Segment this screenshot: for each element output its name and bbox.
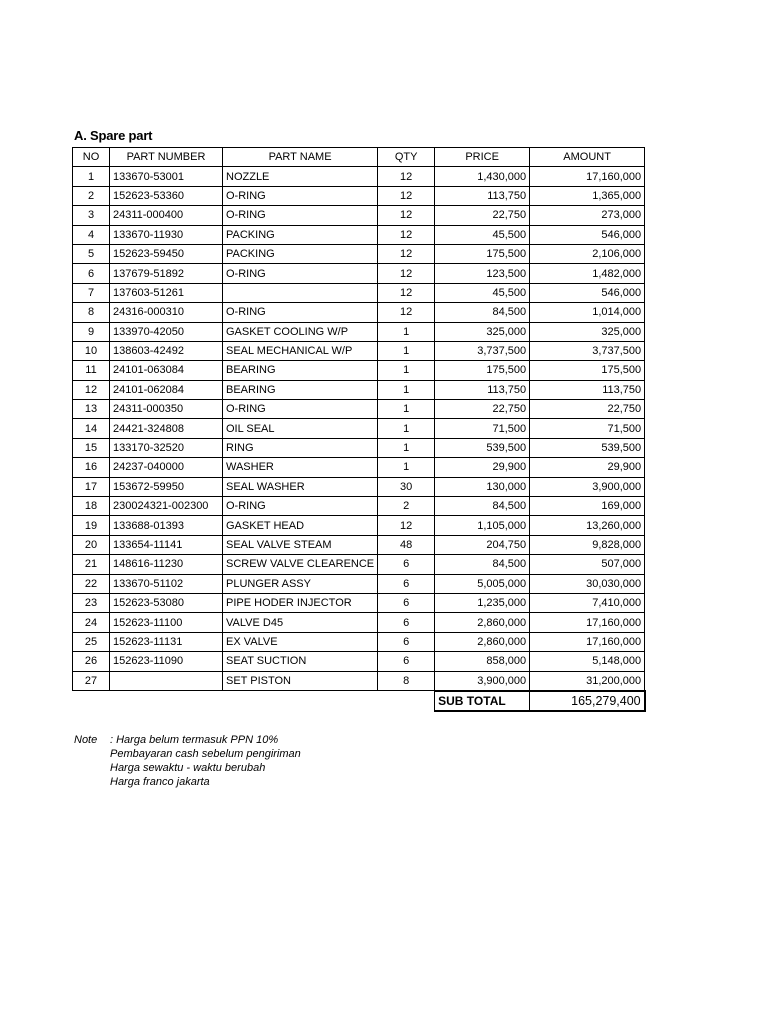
cell-part-name: O-RING [223,497,378,516]
cell-amount: 3,900,000 [530,477,645,496]
cell-part-name: O-RING [223,303,378,322]
table-row [73,477,645,496]
notes-block [74,733,301,788]
cell-part-number: 133670-11930 [110,225,223,244]
cell-no: 10 [73,341,110,360]
cell-no: 26 [73,652,110,671]
cell-price: 22,750 [435,400,530,419]
cell-price: 2,860,000 [435,632,530,651]
cell-qty: 12 [378,244,435,263]
cell-price: 45,500 [435,283,530,302]
cell-price: 2,860,000 [435,613,530,632]
subtotal-value: 165,279,400 [530,691,645,711]
cell-part-name: SCREW VALVE CLEARENCE [223,555,378,574]
note-line-2: Pembayaran cash sebelum pengiriman [110,748,301,760]
table-row [73,322,645,341]
table-row [73,497,645,516]
cell-qty: 6 [378,652,435,671]
cell-amount: 9,828,000 [530,535,645,554]
cell-qty: 12 [378,264,435,283]
cell-part-name: PLUNGER ASSY [223,574,378,593]
cell-part-name: O-RING [223,400,378,419]
table-row [73,516,645,535]
table-row [73,167,645,186]
cell-part-number: 152623-53080 [110,593,223,612]
cell-no: 17 [73,477,110,496]
cell-qty: 1 [378,341,435,360]
table-row [73,206,645,225]
cell-amount: 22,750 [530,400,645,419]
cell-part-number: 133970-42050 [110,322,223,341]
cell-no: 20 [73,535,110,554]
cell-no: 7 [73,283,110,302]
subtotal-label: SUB TOTAL [435,691,530,711]
note-line-1: : Harga belum termasuk PPN 10% [110,734,279,746]
cell-amount: 539,500 [530,438,645,457]
column-header-no: NO [73,148,110,167]
cell-part-name: RING [223,438,378,457]
cell-part-name: PIPE HODER INJECTOR [223,593,378,612]
cell-part-name: GASKET COOLING W/P [223,322,378,341]
cell-qty: 1 [378,400,435,419]
cell-qty: 6 [378,632,435,651]
cell-part-number: 24237-040000 [110,458,223,477]
cell-qty: 8 [378,671,435,691]
cell-qty: 12 [378,206,435,225]
cell-part-name: OIL SEAL [223,419,378,438]
cell-qty: 48 [378,535,435,554]
column-header-part-name: PART NAME [223,148,378,167]
cell-part-number: 152623-59450 [110,244,223,263]
cell-price: 84,500 [435,303,530,322]
cell-amount: 7,410,000 [530,593,645,612]
cell-no: 3 [73,206,110,225]
cell-price: 175,500 [435,361,530,380]
cell-qty: 6 [378,613,435,632]
cell-qty: 1 [378,438,435,457]
table-row [73,380,645,399]
cell-amount: 29,900 [530,458,645,477]
notes-lines [110,733,301,788]
cell-qty: 1 [378,322,435,341]
cell-price: 3,900,000 [435,671,530,691]
cell-part-number: 152623-11100 [110,613,223,632]
cell-no: 12 [73,380,110,399]
table-row [73,341,645,360]
cell-part-name: BEARING [223,380,378,399]
cell-no: 27 [73,671,110,691]
cell-amount: 1,365,000 [530,186,645,205]
cell-part-name: SEAL VALVE STEAM [223,535,378,554]
cell-part-number: 153672-59950 [110,477,223,496]
cell-price: 175,500 [435,244,530,263]
subtotal-spacer [73,691,435,711]
cell-price: 858,000 [435,652,530,671]
cell-part-number: 133688-01393 [110,516,223,535]
cell-no: 5 [73,244,110,263]
cell-amount: 169,000 [530,497,645,516]
cell-qty: 12 [378,167,435,186]
cell-amount: 175,500 [530,361,645,380]
cell-part-number: 138603-42492 [110,341,223,360]
table-header-row [73,148,645,167]
cell-part-name: O-RING [223,206,378,225]
cell-amount: 546,000 [530,225,645,244]
cell-part-name: PACKING [223,225,378,244]
cell-amount: 13,260,000 [530,516,645,535]
cell-amount: 71,500 [530,419,645,438]
cell-no: 8 [73,303,110,322]
cell-price: 539,500 [435,438,530,457]
table-row [73,555,645,574]
note-line-3: Harga sewaktu - waktu berubah [110,762,266,774]
cell-amount: 31,200,000 [530,671,645,691]
cell-price: 130,000 [435,477,530,496]
cell-no: 11 [73,361,110,380]
cell-no: 14 [73,419,110,438]
cell-qty: 1 [378,361,435,380]
cell-price: 1,235,000 [435,593,530,612]
table-row [73,264,645,283]
cell-price: 45,500 [435,225,530,244]
table-row [73,400,645,419]
cell-part-number: 152623-11090 [110,652,223,671]
cell-price: 84,500 [435,555,530,574]
cell-part-name: SEAL MECHANICAL W/P [223,341,378,360]
table-row [73,535,645,554]
spare-part-table [72,147,646,712]
cell-amount: 5,148,000 [530,652,645,671]
cell-amount: 17,160,000 [530,632,645,651]
cell-qty: 12 [378,303,435,322]
cell-qty: 1 [378,458,435,477]
cell-qty: 1 [378,380,435,399]
table-row [73,225,645,244]
cell-price: 123,500 [435,264,530,283]
cell-part-number: 133654-11141 [110,535,223,554]
cell-amount: 30,030,000 [530,574,645,593]
cell-amount: 273,000 [530,206,645,225]
cell-part-number: 137603-51261 [110,283,223,302]
table-row [73,671,645,691]
cell-no: 23 [73,593,110,612]
cell-part-number: 24421-324808 [110,419,223,438]
cell-amount: 2,106,000 [530,244,645,263]
cell-part-name: NOZZLE [223,167,378,186]
cell-no: 4 [73,225,110,244]
cell-part-number: 24101-062084 [110,380,223,399]
cell-part-number: 137679-51892 [110,264,223,283]
cell-part-name: VALVE D45 [223,613,378,632]
cell-no: 13 [73,400,110,419]
cell-part-number: 152623-11131 [110,632,223,651]
cell-part-name [223,283,378,302]
cell-part-name: SEAT SUCTION [223,652,378,671]
cell-price: 3,737,500 [435,341,530,360]
table-row [73,244,645,263]
cell-part-name: O-RING [223,264,378,283]
cell-amount: 507,000 [530,555,645,574]
cell-amount: 325,000 [530,322,645,341]
cell-no: 19 [73,516,110,535]
cell-amount: 17,160,000 [530,167,645,186]
cell-qty: 12 [378,283,435,302]
cell-part-name: O-RING [223,186,378,205]
table-row [73,458,645,477]
cell-qty: 30 [378,477,435,496]
cell-qty: 12 [378,186,435,205]
cell-part-number [110,671,223,691]
cell-part-number: 24316-000310 [110,303,223,322]
cell-no: 2 [73,186,110,205]
cell-part-number: 152623-53360 [110,186,223,205]
cell-part-name: SEAL WASHER [223,477,378,496]
cell-part-number: 24311-000350 [110,400,223,419]
cell-amount: 17,160,000 [530,613,645,632]
column-header-part-number: PART NUMBER [110,148,223,167]
cell-amount: 3,737,500 [530,341,645,360]
cell-no: 1 [73,167,110,186]
cell-price: 71,500 [435,419,530,438]
subtotal-row [73,691,645,711]
cell-no: 9 [73,322,110,341]
cell-price: 1,430,000 [435,167,530,186]
cell-qty: 6 [378,555,435,574]
cell-part-name: WASHER [223,458,378,477]
cell-qty: 12 [378,225,435,244]
cell-no: 22 [73,574,110,593]
cell-price: 113,750 [435,380,530,399]
cell-no: 15 [73,438,110,457]
column-header-qty: QTY [378,148,435,167]
notes-label: Note [74,734,98,746]
table-row [73,419,645,438]
cell-qty: 12 [378,516,435,535]
cell-no: 21 [73,555,110,574]
cell-part-name: BEARING [223,361,378,380]
table-row [73,652,645,671]
table-row [73,361,645,380]
cell-part-number: 24311-000400 [110,206,223,225]
column-header-price: PRICE [435,148,530,167]
cell-part-name: GASKET HEAD [223,516,378,535]
table-row [73,593,645,612]
cell-part-name: SET PISTON [223,671,378,691]
cell-no: 24 [73,613,110,632]
cell-no: 18 [73,497,110,516]
section-title: A. Spare part [74,128,153,143]
cell-qty: 6 [378,574,435,593]
table-row [73,438,645,457]
cell-qty: 6 [378,593,435,612]
cell-no: 16 [73,458,110,477]
notes [74,733,301,788]
table-row [73,574,645,593]
table-row [73,632,645,651]
cell-part-number: 133670-53001 [110,167,223,186]
table-row [73,303,645,322]
cell-part-name: PACKING [223,244,378,263]
cell-price: 5,005,000 [435,574,530,593]
cell-price: 1,105,000 [435,516,530,535]
note-line-4: Harga franco jakarta [110,776,210,788]
cell-amount: 113,750 [530,380,645,399]
cell-price: 325,000 [435,322,530,341]
cell-price: 84,500 [435,497,530,516]
cell-part-name: EX VALVE [223,632,378,651]
cell-part-number: 24101-063084 [110,361,223,380]
cell-part-number: 133170-32520 [110,438,223,457]
table-row [73,186,645,205]
cell-qty: 1 [378,419,435,438]
cell-price: 204,750 [435,535,530,554]
cell-amount: 1,014,000 [530,303,645,322]
cell-part-number: 148616-11230 [110,555,223,574]
cell-part-number: 230024321-002300 [110,497,223,516]
cell-amount: 546,000 [530,283,645,302]
cell-price: 22,750 [435,206,530,225]
column-header-amount: AMOUNT [530,148,645,167]
cell-no: 6 [73,264,110,283]
table-row [73,613,645,632]
cell-amount: 1,482,000 [530,264,645,283]
cell-no: 25 [73,632,110,651]
cell-price: 29,900 [435,458,530,477]
cell-price: 113,750 [435,186,530,205]
cell-qty: 2 [378,497,435,516]
cell-part-number: 133670-51102 [110,574,223,593]
table-row [73,283,645,302]
